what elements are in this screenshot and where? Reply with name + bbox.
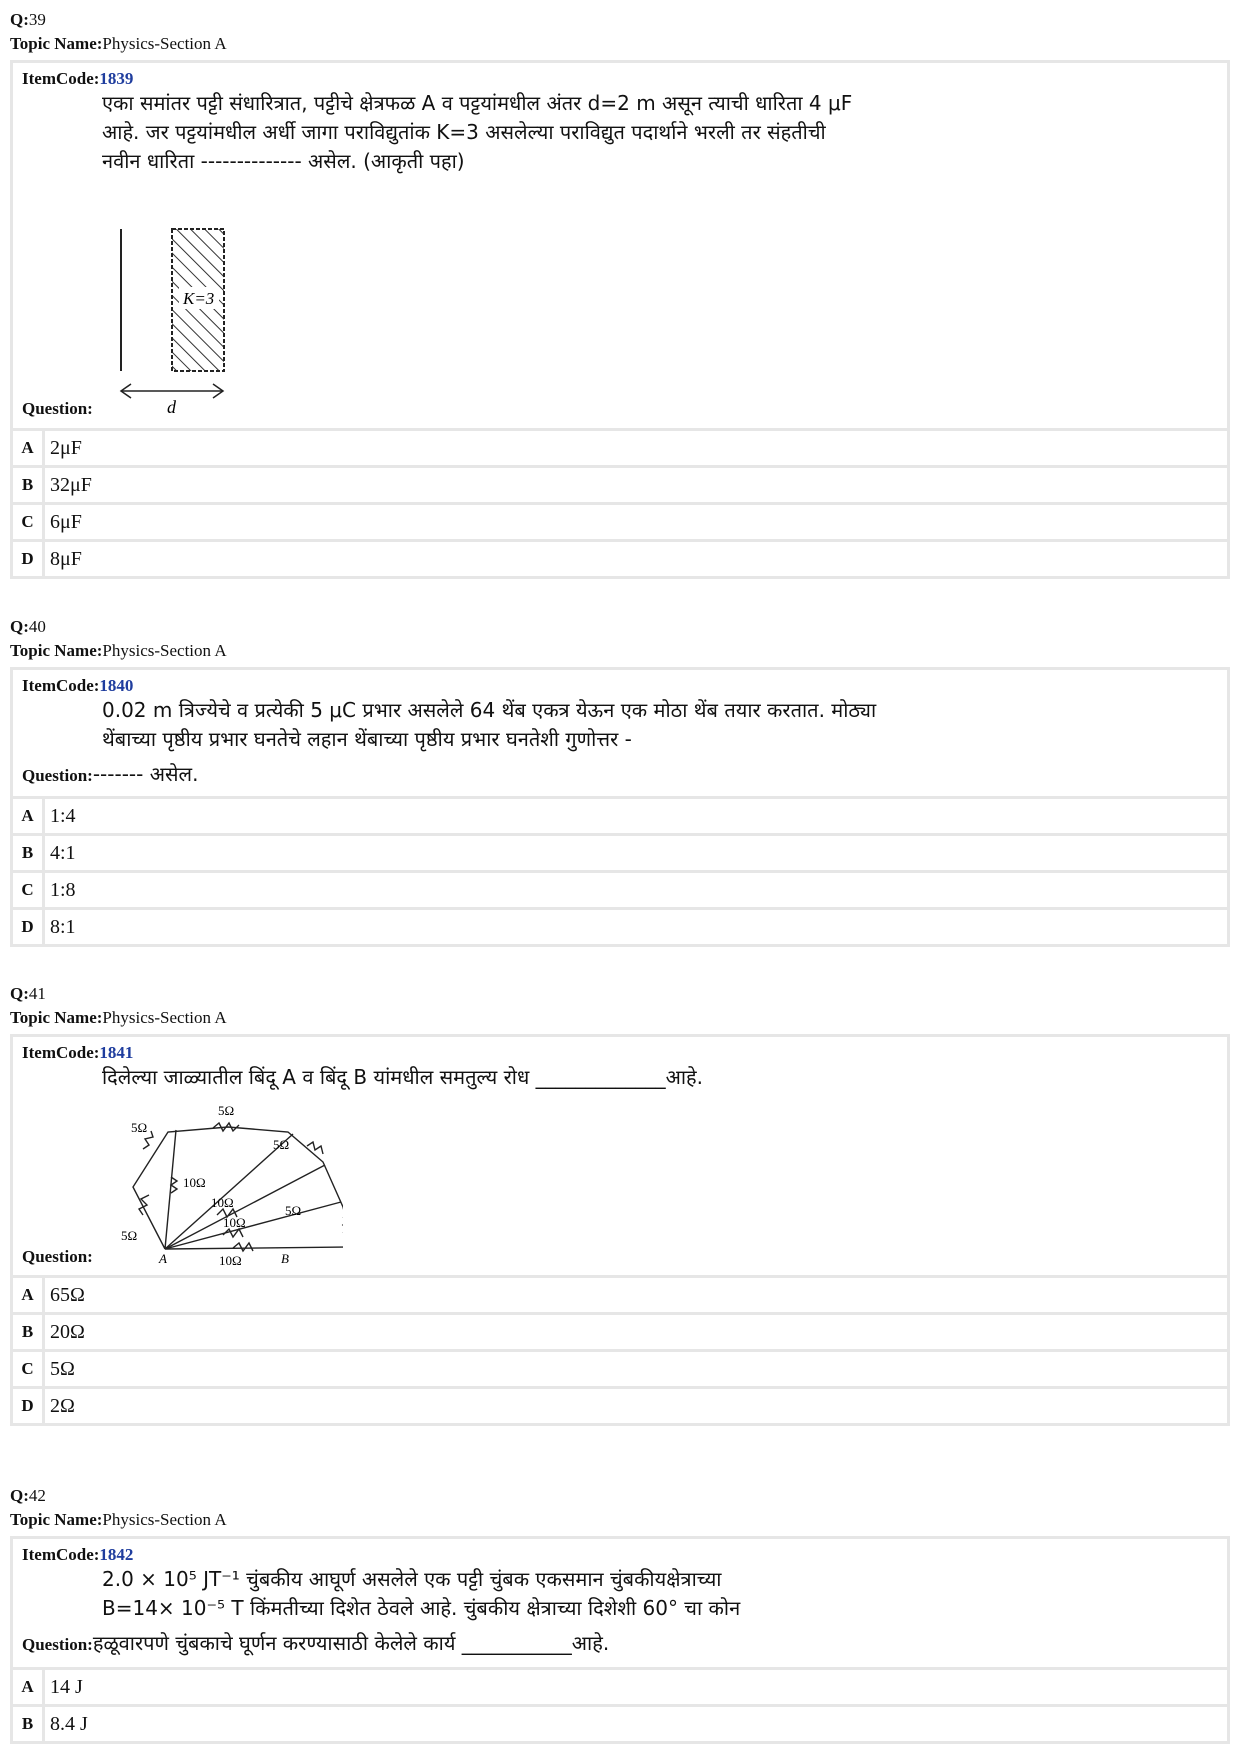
question-area bbox=[13, 1037, 1227, 1275]
question-text-line-2: B=14× 10⁻⁵ T किंमतीच्या दिशेत ठेवले आहे. चुंबकीय क्षेत्राच्या दिशेशी 60° चा कोन bbox=[102, 1596, 741, 1620]
question-number: Q:42 bbox=[10, 1486, 46, 1505]
option-d[interactable]: D 8:1 bbox=[13, 907, 1227, 944]
question-card bbox=[10, 1536, 1230, 1744]
option-d[interactable]: D 8μF bbox=[13, 539, 1227, 576]
question-card bbox=[10, 60, 1230, 579]
item-code: ItemCode:1841 bbox=[22, 1043, 134, 1062]
question-area bbox=[13, 670, 1227, 796]
resistor-label: 5Ω bbox=[131, 1120, 148, 1135]
question-text-line-1: 2.0 × 10⁵ JT⁻¹ चुंबकीय आघूर्ण असलेले एक पट्टी चुंबक एकसमान चुंबकीयक्षेत्राच्या bbox=[102, 1567, 722, 1591]
resistor-label: 10Ω bbox=[211, 1195, 234, 1210]
question-block-39 bbox=[10, 8, 1230, 579]
topic-line: Topic Name:Physics-Section A bbox=[10, 1510, 227, 1529]
topic-line: Topic Name:Physics-Section A bbox=[10, 34, 227, 53]
option-c[interactable]: C 6μF bbox=[13, 502, 1227, 539]
item-code: ItemCode:1842 bbox=[22, 1545, 134, 1564]
point-a-label: A bbox=[159, 1251, 167, 1266]
option-a[interactable]: A 65Ω bbox=[13, 1275, 1227, 1312]
question-text: एका समांतर पट्टी संधारित्रात, पट्टीचे क्षेत्रफळ A व पट्टयांमधील अंतर d=2 m असून त्याची धारिता 4 μF आहे. जर पट्टयांमधील अर्धी जागा पराविद्युतांक K=3 असलेल्या पराविद्युत पदार्थाने भरली तर संहतीची नवीन धारिता -------------- असेल. (आकृती पहा) bbox=[102, 91, 853, 173]
question-label: Question: bbox=[22, 399, 93, 418]
question-block-40 bbox=[10, 615, 1230, 947]
resistor-label: 10Ω bbox=[183, 1175, 206, 1190]
question-block-41 bbox=[10, 982, 1230, 1426]
question-label-line: Question:------- असेल. bbox=[22, 762, 199, 786]
question-block-42 bbox=[10, 1484, 1230, 1744]
option-c[interactable]: C 1:8 bbox=[13, 870, 1227, 907]
distance-label: d bbox=[167, 397, 176, 417]
item-code: ItemCode:1839 bbox=[22, 69, 134, 88]
item-code: ItemCode:1840 bbox=[22, 676, 134, 695]
resistor-label: 5Ω bbox=[218, 1103, 235, 1118]
resistor-label: 5Ω bbox=[285, 1203, 302, 1218]
resistor-network-figure bbox=[113, 1097, 343, 1267]
option-b[interactable]: B 20Ω bbox=[13, 1312, 1227, 1349]
option-c[interactable]: C 5Ω bbox=[13, 1349, 1227, 1386]
question-label-line: Question:हळूवारपणे चुंबकाचे घूर्णन करण्यासाठी केलेले कार्य ___________आहे. bbox=[22, 1631, 610, 1655]
question-label: Question: bbox=[22, 1247, 93, 1266]
question-card bbox=[10, 667, 1230, 947]
capacitor-figure bbox=[113, 223, 273, 423]
option-b[interactable]: B 32μF bbox=[13, 465, 1227, 502]
resistor-label: 10Ω bbox=[223, 1215, 246, 1230]
option-d[interactable]: D 2Ω bbox=[13, 1386, 1227, 1423]
resistor-label: 5Ω bbox=[121, 1228, 138, 1243]
question-area bbox=[13, 1539, 1227, 1667]
question-number: Q:41 bbox=[10, 984, 46, 1003]
topic-line: Topic Name:Physics-Section A bbox=[10, 641, 227, 660]
option-b[interactable]: B 8.4 J bbox=[13, 1704, 1227, 1741]
question-text: 0.02 m त्रिज्येचे व प्रत्येकी 5 μC प्रभार असलेले 64 थेंब एकत्र येऊन एक मोठा थेंब तयार करतात. मोठ्या थेंबाच्या पृष्ठीय प्रभार घनतेचे लहान थेंबाच्या पृष्ठीय प्रभार घनतेशी गुणोत्तर - bbox=[102, 698, 877, 751]
option-a[interactable]: A 1:4 bbox=[13, 796, 1227, 833]
resistor-label: 5Ω bbox=[273, 1137, 290, 1152]
dielectric-label: K=3 bbox=[183, 289, 215, 308]
resistor-label: 10Ω bbox=[219, 1253, 242, 1267]
question-text: दिलेल्या जाळ्यातील बिंदू A व बिंदू B यांमधील समतुल्य रोध _____________आहे. bbox=[102, 1065, 704, 1089]
option-b[interactable]: B 4:1 bbox=[13, 833, 1227, 870]
question-number: Q:39 bbox=[10, 10, 46, 29]
option-a[interactable]: A 2μF bbox=[13, 428, 1227, 465]
wire-10-vertical bbox=[165, 1130, 176, 1249]
point-b-label: B bbox=[281, 1251, 289, 1266]
question-card bbox=[10, 1034, 1230, 1426]
question-number: Q:40 bbox=[10, 617, 46, 636]
option-a[interactable]: A 14 J bbox=[13, 1667, 1227, 1704]
question-area bbox=[13, 63, 1227, 428]
topic-line: Topic Name:Physics-Section A bbox=[10, 1008, 227, 1027]
